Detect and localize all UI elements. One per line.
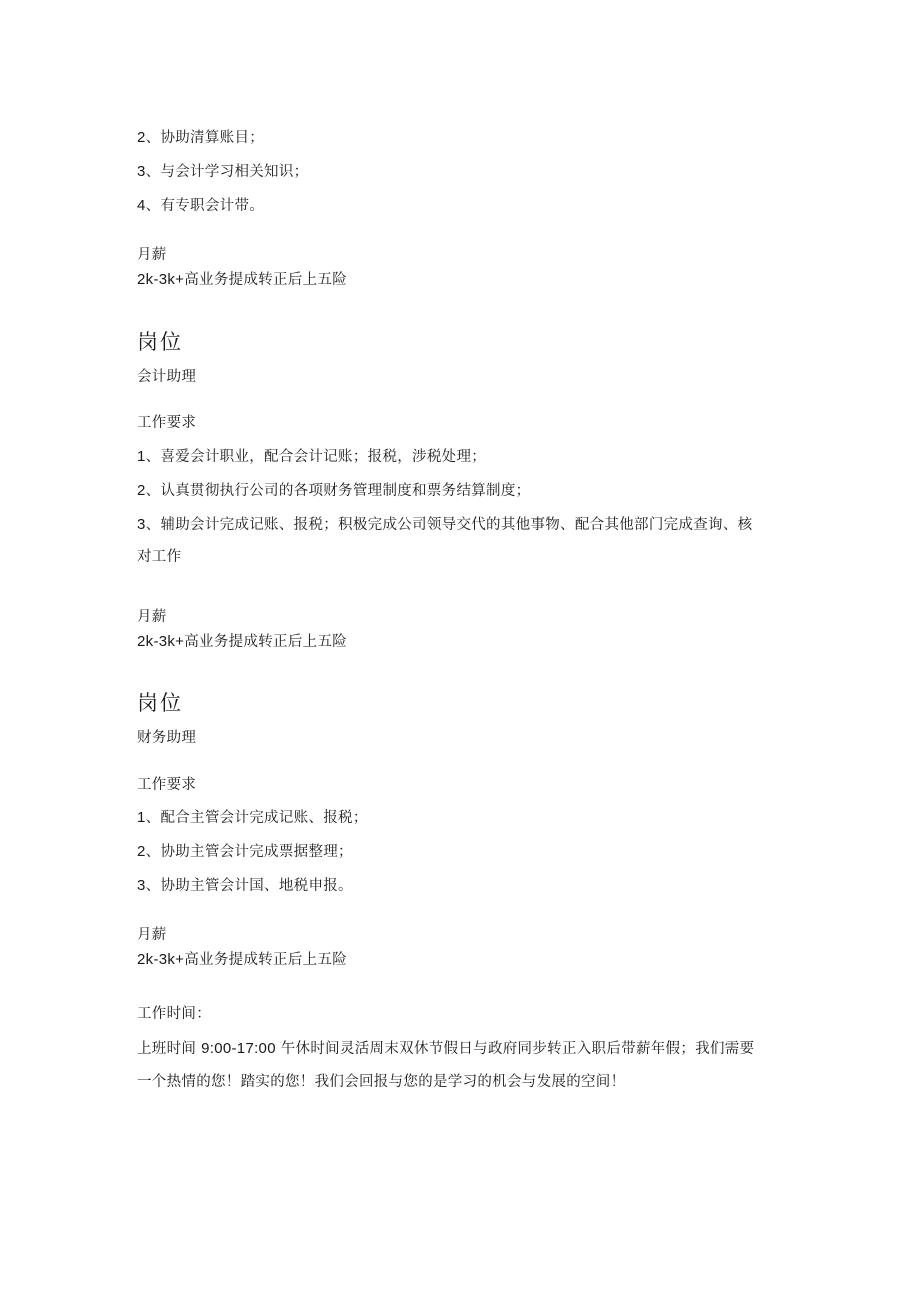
requirement-item bbox=[137, 842, 353, 862]
item-text: 、认真贯彻执行公司的各项财务管理制度和票务结算制度； bbox=[145, 483, 531, 499]
item-text: 、协助清算账目； bbox=[145, 130, 265, 146]
intro-item-2 bbox=[137, 128, 264, 148]
requirement-item bbox=[137, 876, 353, 896]
salary-label: 月薪 bbox=[137, 927, 167, 943]
salary-text: 高业务提成转正后上五险 bbox=[184, 634, 348, 650]
salary-text: 高业务提成转正后上五险 bbox=[184, 272, 348, 288]
item-number: 1 bbox=[137, 809, 146, 826]
item-number: 3 bbox=[137, 877, 146, 894]
item-text: 、配合主管会计完成记账、报税； bbox=[145, 810, 368, 826]
item-text: 、喜爱会计职业，配合会计记账；报税，涉税处理； bbox=[145, 449, 487, 465]
item-number: 2 bbox=[137, 482, 146, 499]
item-text: 、协助主管会计国、地税申报。 bbox=[145, 878, 353, 894]
salary-range: 2k-3k+ bbox=[137, 633, 185, 650]
salary-value bbox=[137, 270, 347, 290]
work-time-text: 上班时间 bbox=[137, 1041, 202, 1057]
position-title: 财务助理 bbox=[137, 730, 197, 746]
item-number: 2 bbox=[137, 843, 146, 860]
position-title: 会计助理 bbox=[137, 369, 197, 385]
salary-text: 高业务提成转正后上五险 bbox=[184, 952, 348, 968]
work-time-label: 工作时间： bbox=[137, 1006, 211, 1022]
salary-value bbox=[137, 950, 347, 970]
work-time-line-2: 一个热情的您！踏实的您！我们会回报与您的是学习的机会与发展的空间！ bbox=[137, 1074, 626, 1090]
position-heading: 岗位 bbox=[137, 691, 183, 715]
salary-range: 2k-3k+ bbox=[137, 271, 185, 288]
item-text: 、辅助会计完成记账、报税；积极完成公司领导交代的其他事物、配合其他部门完成查询、核 bbox=[145, 517, 753, 533]
requirement-item bbox=[137, 808, 368, 828]
salary-range: 2k-3k+ bbox=[137, 951, 185, 968]
item-number: 2 bbox=[137, 129, 146, 146]
salary-label: 月薪 bbox=[137, 247, 167, 263]
requirement-item bbox=[137, 447, 486, 467]
position-heading: 岗位 bbox=[137, 330, 183, 354]
item-number: 3 bbox=[137, 516, 146, 533]
item-text: 、有专职会计带。 bbox=[145, 198, 265, 214]
salary-value bbox=[137, 632, 347, 652]
work-time-text: 午休时间灵活周末双休节假日与政府同步转正入职后带薪年假；我们需要 bbox=[275, 1041, 755, 1057]
requirement-item-continuation: 对工作 bbox=[137, 549, 182, 565]
item-text: 、与会计学习相关知识； bbox=[145, 164, 309, 180]
requirements-label: 工作要求 bbox=[137, 415, 197, 431]
requirement-item bbox=[137, 481, 530, 501]
requirements-label: 工作要求 bbox=[137, 777, 197, 793]
item-text: 、协助主管会计完成票据整理； bbox=[145, 844, 353, 860]
intro-item-3 bbox=[137, 162, 308, 182]
intro-item-4 bbox=[137, 196, 264, 216]
item-number: 4 bbox=[137, 197, 146, 214]
requirement-item bbox=[137, 515, 752, 535]
work-time-line-1 bbox=[137, 1039, 754, 1059]
item-number: 3 bbox=[137, 163, 146, 180]
work-hours: 9:00-17:00 bbox=[201, 1040, 276, 1057]
salary-label: 月薪 bbox=[137, 609, 167, 625]
item-number: 1 bbox=[137, 448, 146, 465]
